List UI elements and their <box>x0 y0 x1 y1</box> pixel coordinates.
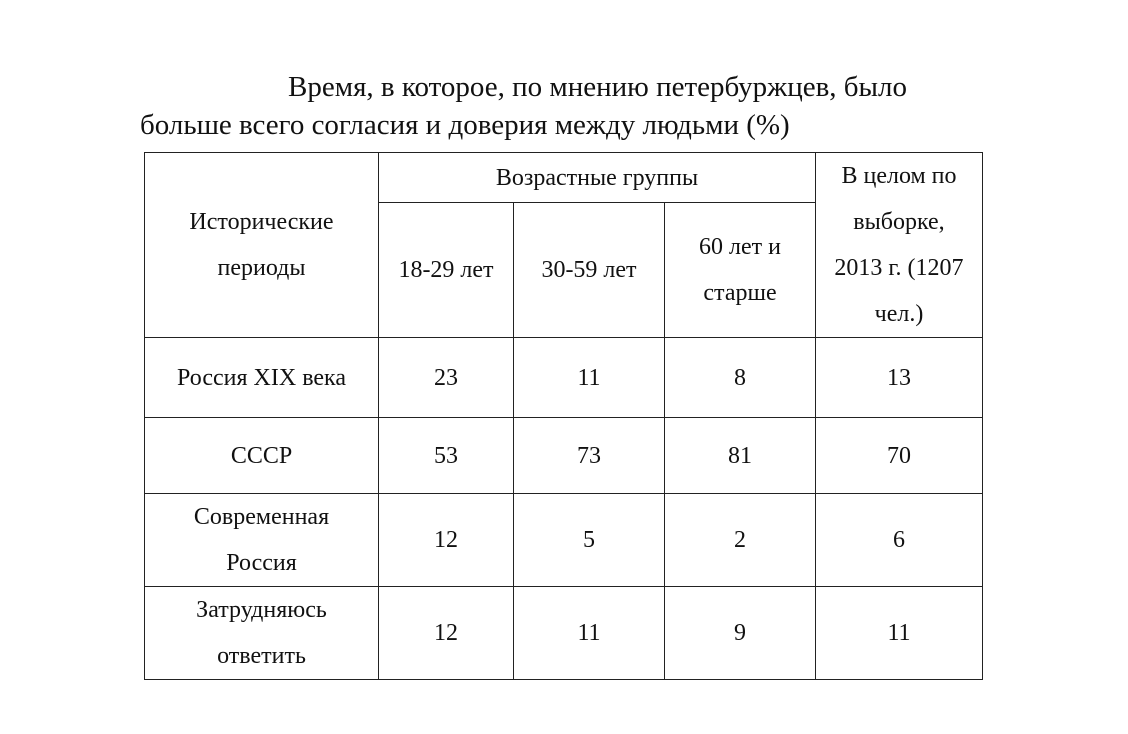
period-header-label: Исторические периоды <box>189 209 334 281</box>
table-row <box>145 418 983 494</box>
title-line-2: больше всего согласия и доверия между людьми (%) <box>140 109 790 141</box>
table-cell: 70 <box>816 418 983 494</box>
age-header-30-59: 30-59 лет <box>514 203 665 338</box>
total-header-label: В целом по выборке, 2013 г. (1207 чел.) <box>834 163 964 327</box>
table-title <box>140 68 1020 144</box>
table-cell: 13 <box>816 338 983 418</box>
table-cell: 2 <box>665 494 816 587</box>
header-row-1 <box>145 153 983 203</box>
row-label <box>145 494 379 587</box>
title-line-1: Время, в которое, по мнению петербуржцев, было <box>288 71 907 103</box>
table-cell: 12 <box>379 494 514 587</box>
row-label-text: Затрудняюсь ответить <box>196 597 327 669</box>
table-row <box>145 338 983 418</box>
table-cell: 11 <box>816 587 983 680</box>
row-label <box>145 338 379 418</box>
row-label-text: Современная Россия <box>193 504 330 576</box>
row-label <box>145 587 379 680</box>
table-cell: 11 <box>514 587 665 680</box>
table-cell: 6 <box>816 494 983 587</box>
table-row <box>145 587 983 680</box>
table-cell: 11 <box>514 338 665 418</box>
table-cell: 9 <box>665 587 816 680</box>
table-cell: 53 <box>379 418 514 494</box>
row-label <box>145 418 379 494</box>
total-header <box>816 153 983 338</box>
age-header-18-29: 18-29 лет <box>379 203 514 338</box>
table-cell: 12 <box>379 587 514 680</box>
table-cell: 73 <box>514 418 665 494</box>
row-label-text: Россия XIX века <box>177 364 346 391</box>
age-header-60-plus <box>665 203 816 338</box>
row-label-text: СССР <box>230 442 293 469</box>
table-cell: 81 <box>665 418 816 494</box>
age-groups-header: Возрастные группы <box>379 153 816 203</box>
table-cell: 23 <box>379 338 514 418</box>
table-cell: 5 <box>514 494 665 587</box>
age-header-60-plus-label: 60 лет и старше <box>699 234 781 307</box>
survey-table <box>144 152 983 680</box>
period-header <box>145 153 379 338</box>
table-cell: 8 <box>665 338 816 418</box>
table-row <box>145 494 983 587</box>
